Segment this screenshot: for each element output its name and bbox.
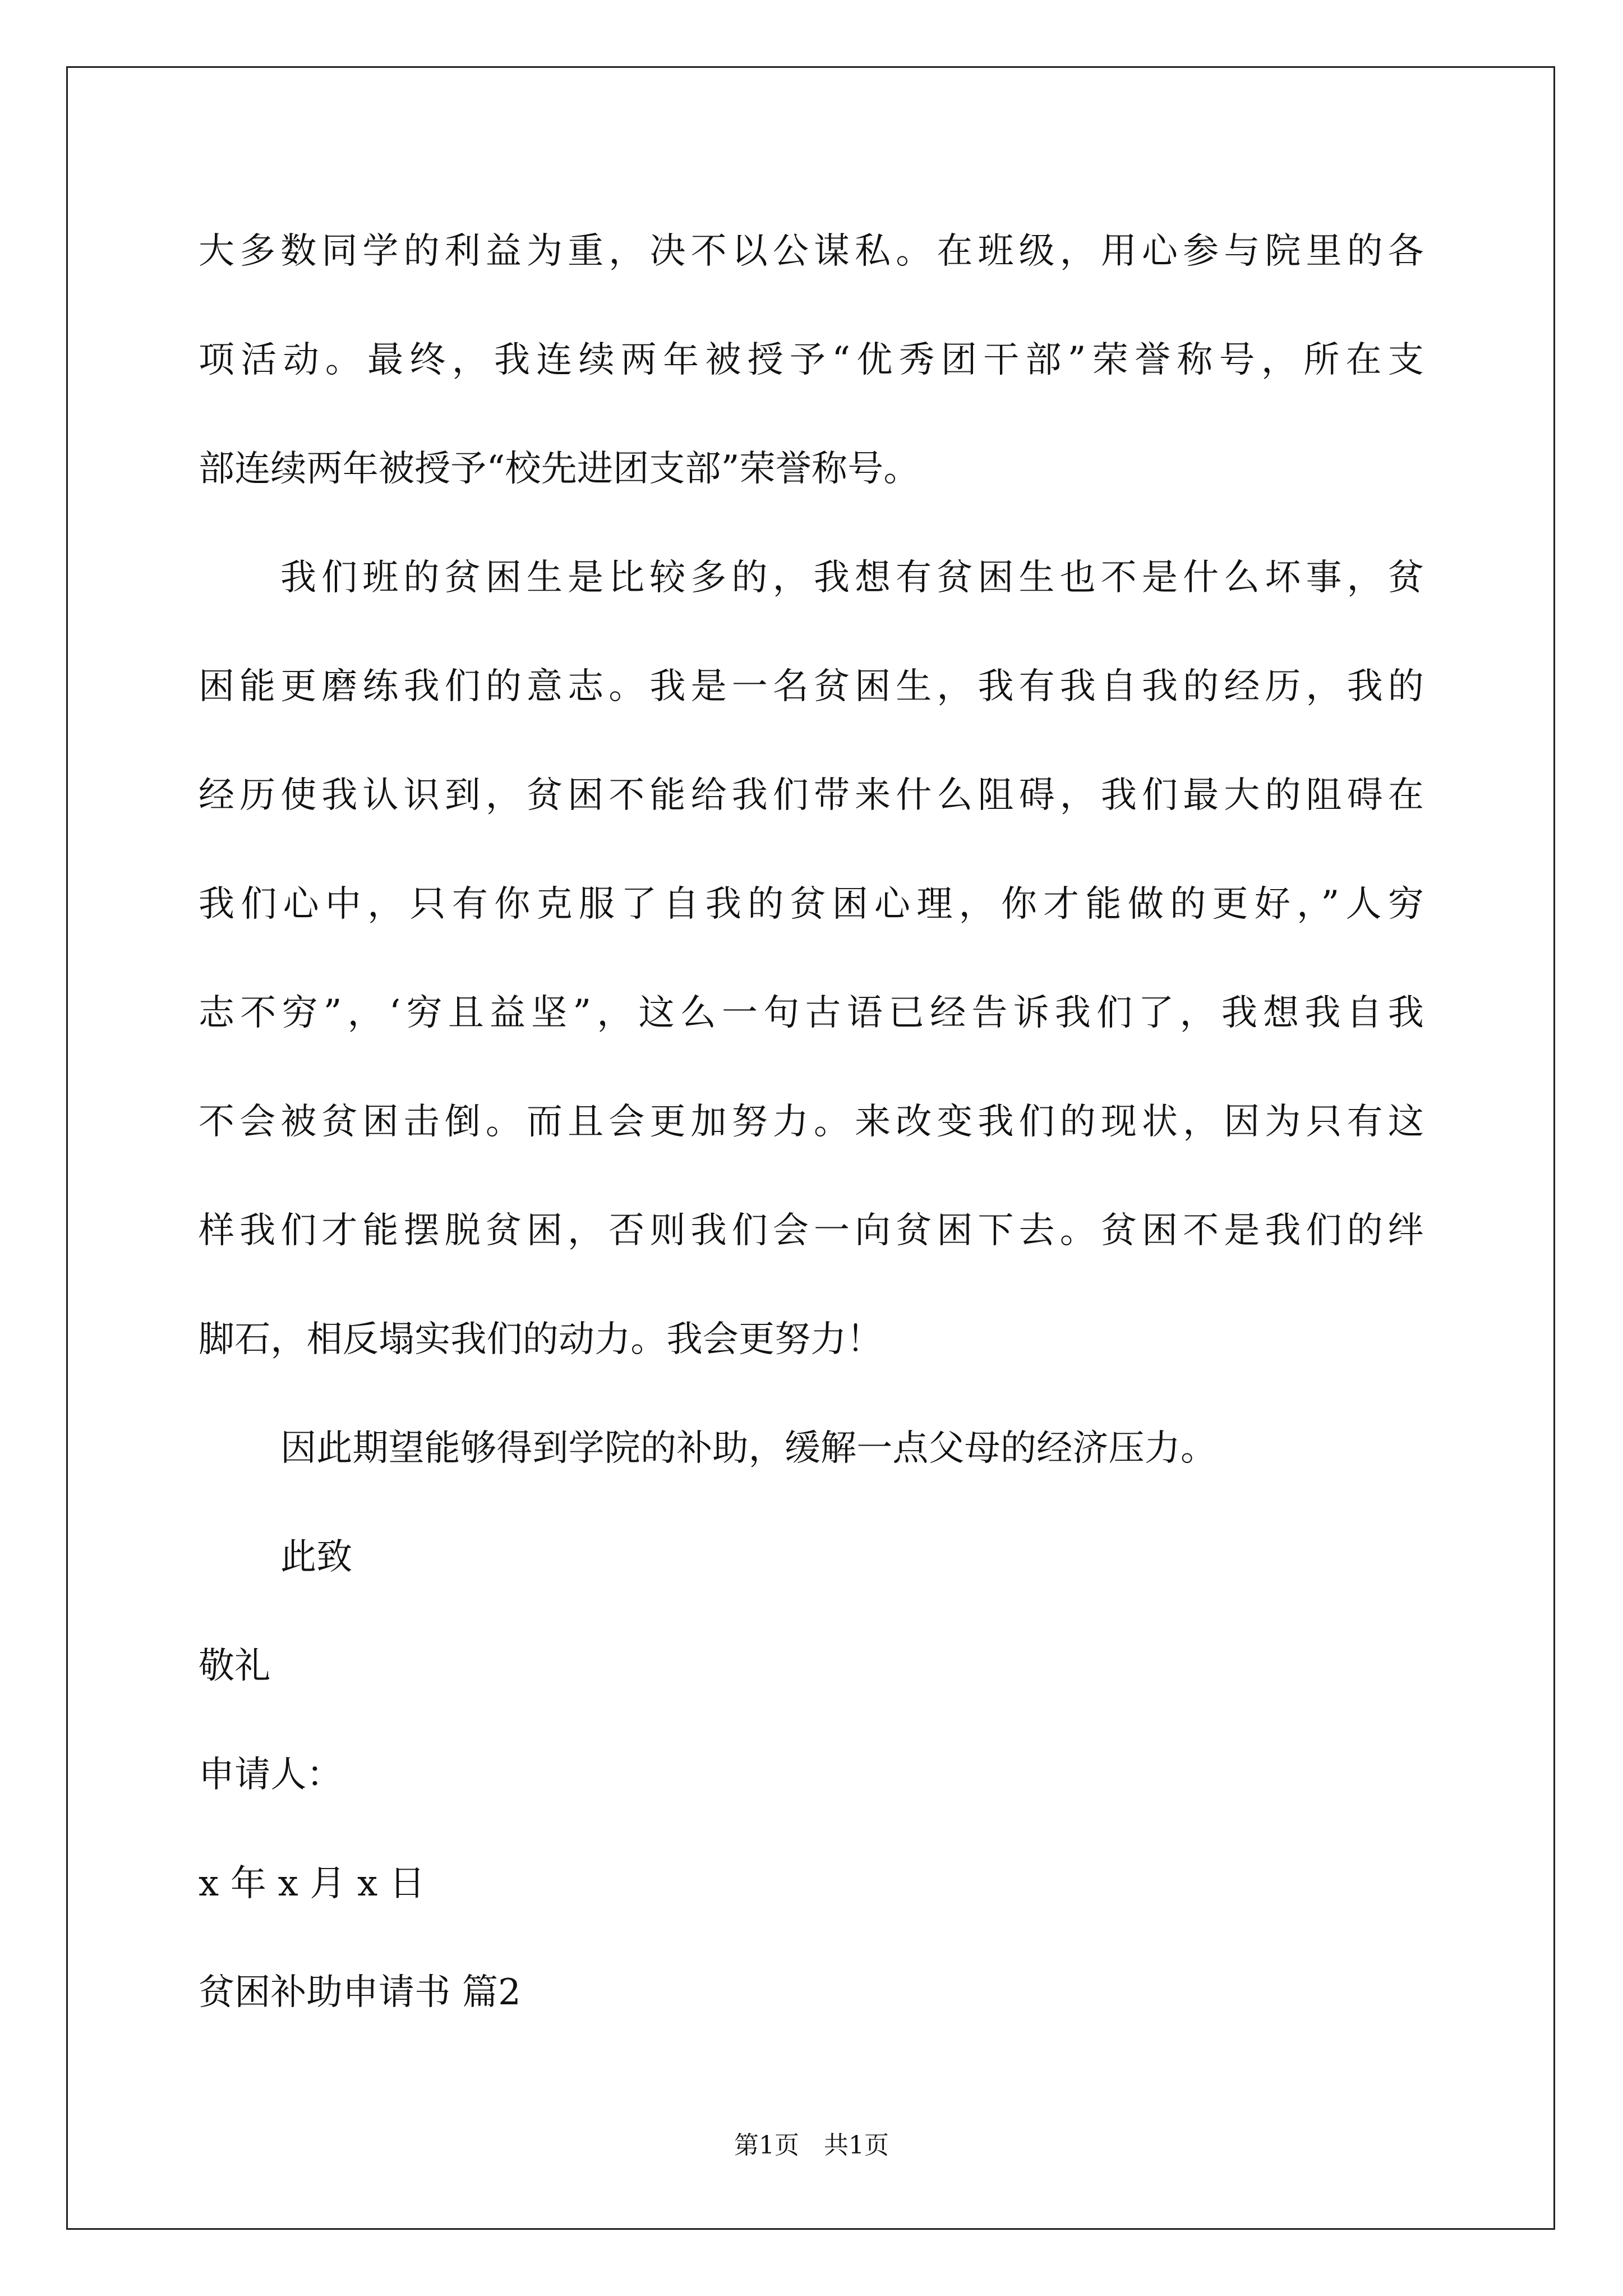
page-number-footer: 第1页 共1页 xyxy=(734,2131,889,2160)
closing-jing-li: 敬礼 xyxy=(199,1645,271,1687)
closing-ci-zhi: 此致 xyxy=(280,1536,353,1578)
next-section-title: 贫困补助申请书 篇2 xyxy=(199,1972,522,2013)
paragraph-1-line-2: 项活动。最终，我连续两年被授予“优秀团干部”荣誉称号，所在支 xyxy=(199,339,1424,381)
paragraph-2-line-2: 困能更磨练我们的意志。我是一名贫困生，我有我自我的经历，我的 xyxy=(199,666,1424,707)
paragraph-1-line-1: 大多数同学的利益为重，决不以公谋私。在班级，用心参与院里的各 xyxy=(199,231,1424,272)
paragraph-2-line-4: 我们心中，只有你克服了自我的贫困心理，你才能做的更好，”人穷 xyxy=(199,884,1424,925)
paragraph-2-line-1: 我们班的贫困生是比较多的，我想有贫困生也不是什么坏事，贫 xyxy=(280,557,1424,599)
paragraph-2-line-8: 脚石，相反塌实我们的动力。我会更努力！ xyxy=(199,1319,883,1360)
paragraph-2-line-6: 不会被贫困击倒。而且会更加努力。来改变我们的现状，因为只有这 xyxy=(199,1101,1424,1143)
paragraph-3: 因此期望能够得到学院的补助，缓解一点父母的经济压力。 xyxy=(280,1428,1217,1469)
paragraph-1-line-3: 部连续两年被授予“校先进团支部”荣誉称号。 xyxy=(199,448,920,490)
paragraph-2-line-5: 志不穷”，‘穷且益坚”，这么一句古语已经告诉我们了，我想我自我 xyxy=(199,992,1424,1034)
date-line: x 年 x 月 x 日 xyxy=(199,1863,426,1904)
applicant-label: 申请人： xyxy=(199,1754,343,1796)
paragraph-2-line-3: 经历使我认识到，贫困不能给我们带来什么阻碍，我们最大的阻碍在 xyxy=(199,775,1424,816)
paragraph-2-line-7: 样我们才能摆脱贫困，否则我们会一向贫困下去。贫困不是我们的绊 xyxy=(199,1210,1424,1251)
